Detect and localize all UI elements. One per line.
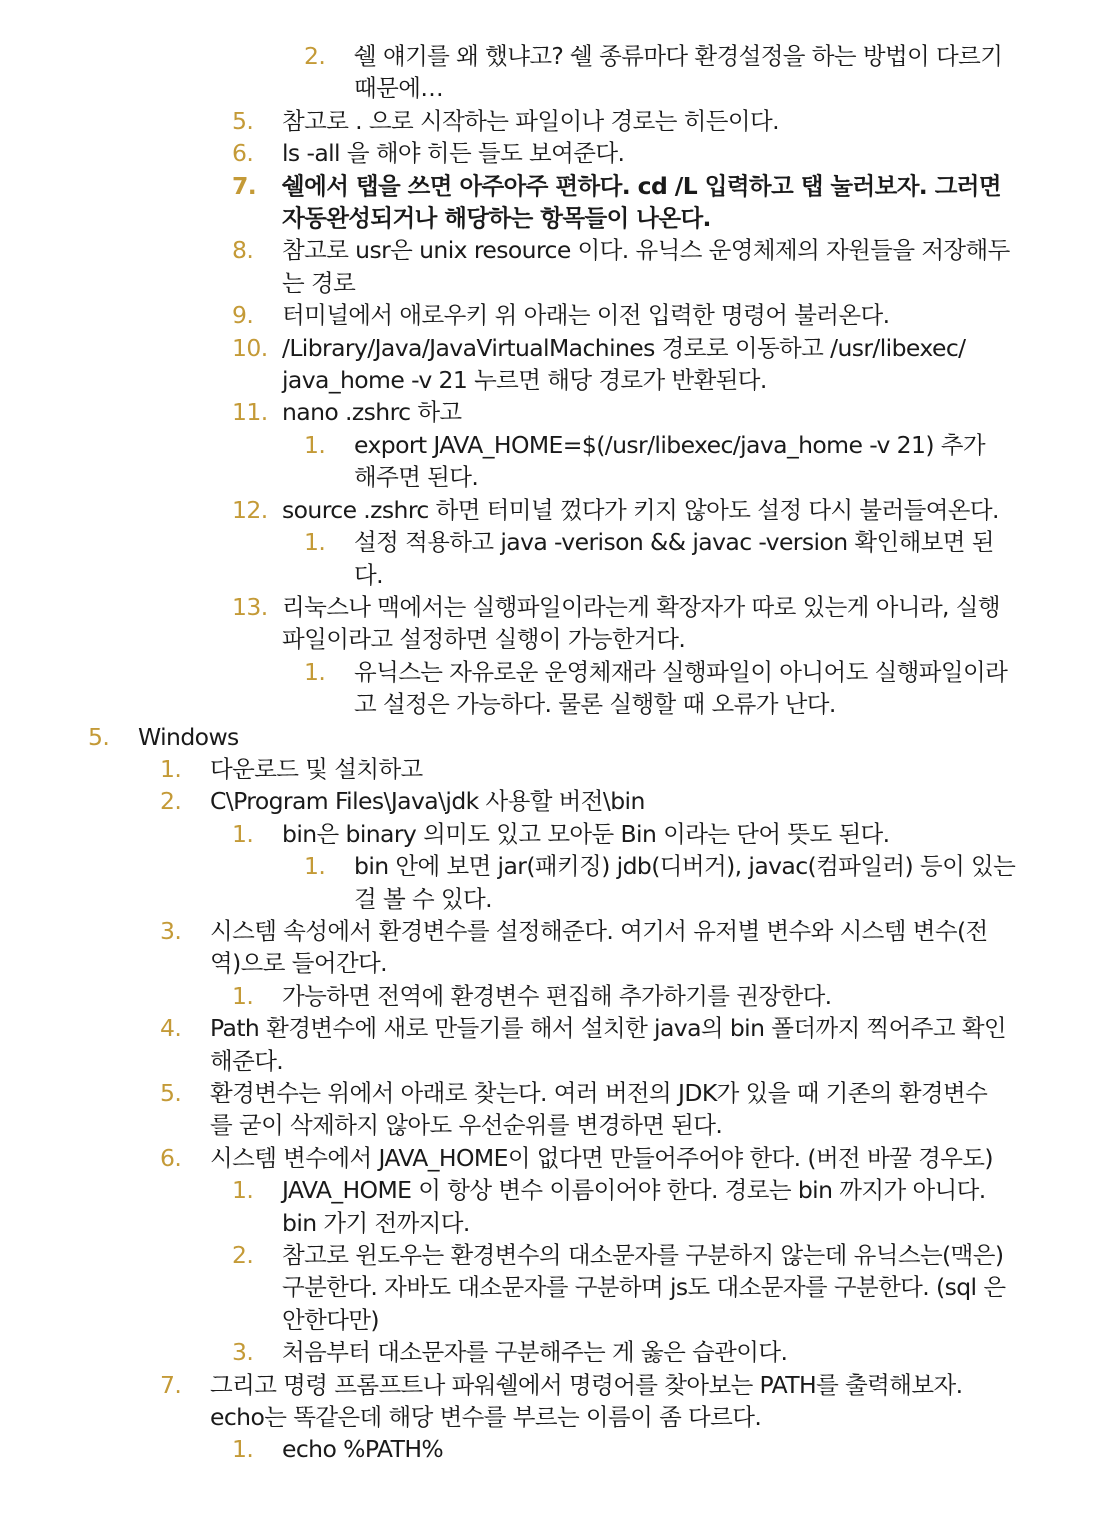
list-text: 가능하면 전역에 환경변수 편집해 추가하기를 권장한다. <box>282 981 832 1010</box>
list-item <box>0 40 1024 105</box>
list-item <box>0 980 1024 1012</box>
list-text: C\Program Files\Java\jdk 사용할 버전\bin <box>210 787 645 816</box>
list-text: 그리고 명령 프롬프트나 파워쉘에서 명령어를 찾아보는 PATH를 출력해보자. echo는 똑같은데 해당 변수를 부르는 이름이 좀 다르다. <box>210 1370 963 1432</box>
list-item <box>0 915 1024 980</box>
list-text: source .zshrc 하면 터미널 껐다가 키지 않아도 설정 다시 불러들여온다. <box>282 495 999 524</box>
list-item <box>0 753 1024 785</box>
document-body <box>0 40 1104 1466</box>
list-number: 1. <box>232 819 254 848</box>
list-item <box>0 1174 1024 1239</box>
list-item <box>0 429 1024 494</box>
list-text: JAVA_HOME 이 항상 변수 이름이어야 한다. 경로는 bin 까지가 아니다. bin 가기 전까지다. <box>282 1176 986 1237</box>
list-text: 참고로 . 으로 시작하는 파일이나 경로는 히든이다. <box>282 106 779 135</box>
list-text: /Library/Java/JavaVirtualMachines 경로로 이동하고 /usr/libexec/ java_home -v 21 누르면 해당 경로가 반환된다. <box>282 333 966 395</box>
list-number: 4. <box>160 1014 182 1043</box>
list-item <box>0 105 1024 137</box>
list-item <box>0 1239 1024 1336</box>
list-text: 터미널에서 애로우키 위 아래는 이전 입력한 명령어 불러온다. <box>282 301 890 330</box>
list-number: 8. <box>232 236 254 265</box>
list-number: 2. <box>160 787 182 816</box>
list-number: 1. <box>160 754 182 783</box>
list-item <box>0 850 1024 915</box>
list-number: 1. <box>304 430 326 459</box>
list-number: 1. <box>232 981 254 1010</box>
list-item <box>0 818 1024 850</box>
list-number: 1. <box>304 657 326 686</box>
list-item <box>0 1336 1024 1368</box>
list-item <box>0 1012 1024 1077</box>
list-item <box>0 170 1024 235</box>
list-text: export JAVA_HOME=$(/usr/libexec/java_home -v 21) 추가 해주면 된다. <box>354 430 985 492</box>
list-item <box>0 234 1024 299</box>
list-number: 13. <box>232 592 268 621</box>
list-text: nano .zshrc 하고 <box>282 398 462 427</box>
list-number: 1. <box>304 852 326 881</box>
list-item <box>0 1369 1024 1434</box>
list-text: 시스템 속성에서 환경변수를 설정해준다. 여기서 유저별 변수와 시스템 변수(전 역)으로 들어간다. <box>210 916 988 978</box>
list-number: 1. <box>304 528 326 557</box>
list-text: 쉘에서 탭을 쓰면 아주아주 편하다. cd /L 입력하고 탭 눌러보자. 그러면 자동완성되거나 해당하는 항목들이 나온다. <box>282 171 1002 233</box>
list-item <box>0 785 1024 817</box>
list-text: bin은 binary 의미도 있고 모아둔 Bin 이라는 단어 뜻도 된다. <box>282 819 890 848</box>
list-number: 1. <box>232 1176 254 1205</box>
list-item <box>0 1433 1024 1465</box>
list-item <box>0 137 1024 169</box>
list-text: 리눅스나 맥에서는 실행파일이라는게 확장자가 따로 있는게 아니라, 실행 파일이라고 설정하면 실행이 가능한거다. <box>282 592 1000 654</box>
list-item <box>0 299 1024 331</box>
list-number: 6. <box>160 1143 182 1172</box>
list-text: 시스템 변수에서 JAVA_HOME이 없다면 만들어주어야 한다. (버전 바꿀 경우도) <box>210 1143 993 1172</box>
list-text: 처음부터 대소문자를 구분해주는 게 옳은 습관이다. <box>282 1338 788 1367</box>
list-item <box>0 656 1024 721</box>
list-item <box>0 591 1024 656</box>
list-number: 5. <box>232 106 254 135</box>
list-text: echo %PATH% <box>282 1435 444 1464</box>
list-item <box>0 526 1024 591</box>
list-text: 환경변수는 위에서 아래로 찾는다. 여러 버전의 JDK가 있을 때 기존의 환경변수 를 굳이 삭제하지 않아도 우선순위를 변경하면 된다. <box>210 1079 988 1140</box>
list-number: 5. <box>88 722 110 751</box>
list-text: 설정 적용하고 java -verison && javac -version 확인해보면 된 다. <box>354 528 994 589</box>
list-number: 6. <box>232 139 254 168</box>
list-number: 7. <box>232 171 257 200</box>
list-number: 2. <box>304 42 326 70</box>
list-text: Windows <box>138 722 239 751</box>
list-text: 다운로드 및 설치하고 <box>210 754 423 783</box>
list-number: 9. <box>232 301 254 330</box>
list-text: Path 환경변수에 새로 만들기를 해서 설치한 java의 bin 폴더까지 찍어주고 확인 해준다. <box>210 1014 1007 1075</box>
list-number: 3. <box>160 916 182 945</box>
list-item <box>0 332 1024 397</box>
list-text: 쉘 얘기를 왜 했냐고? 쉘 종류마다 환경설정을 하는 방법이 다르기 때문에… <box>354 42 1003 103</box>
list-text: bin 안에 보면 jar(패키징) jdb(디버거), javac(컴파일러) 등이 있는 걸 볼 수 있다. <box>354 852 1016 913</box>
list-number: 2. <box>232 1241 254 1270</box>
list-item <box>0 494 1024 526</box>
list-text: 유닉스는 자유로운 운영체재라 실행파일이 아니어도 실행파일이라 고 설정은 가능하다. 물론 실행할 때 오류가 난다. <box>354 657 1008 719</box>
list-item <box>0 396 1024 428</box>
list-number: 11. <box>232 398 268 427</box>
list-item <box>0 1142 1024 1174</box>
list-item <box>0 1077 1024 1142</box>
list-number: 3. <box>232 1338 254 1367</box>
list-number: 12. <box>232 495 268 524</box>
list-number: 10. <box>232 333 268 362</box>
list-text: 참고로 윈도우는 환경변수의 대소문자를 구분하지 않는데 유닉스는(맥은) 구분한다. 자바도 대소문자를 구분하며 js도 대소문자를 구분한다. (sql 은 안한다만) <box>282 1241 1006 1334</box>
list-number: 1. <box>232 1435 254 1464</box>
list-text: ls -all 을 해야 히든 들도 보여준다. <box>282 139 625 168</box>
list-item <box>0 721 1024 753</box>
list-text: 참고로 usr은 unix resource 이다. 유닉스 운영체제의 자원들을 저장해두 는 경로 <box>282 236 1010 297</box>
list-number: 7. <box>160 1370 182 1399</box>
list-number: 5. <box>160 1079 182 1107</box>
